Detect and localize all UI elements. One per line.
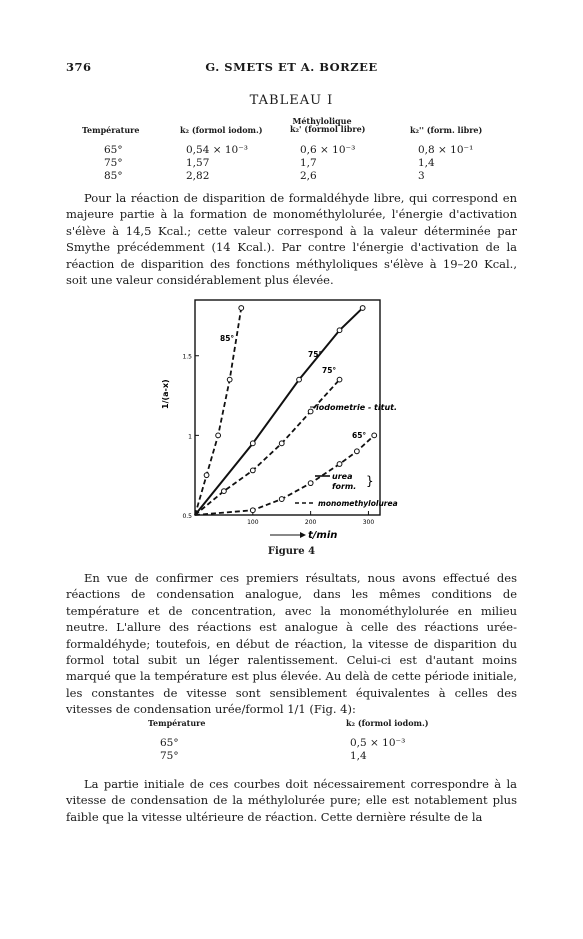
label-75-dashed: 75° xyxy=(322,366,337,375)
x-axis-ticks xyxy=(247,511,374,526)
cell-k2: 0,54 × 10⁻³ xyxy=(186,144,248,156)
cell-k2: 1,4 xyxy=(350,750,367,762)
y-tick-label: 0.5 xyxy=(182,513,192,520)
data-point xyxy=(204,473,209,478)
table-column-k2second xyxy=(418,144,518,183)
paragraph-activation-energy xyxy=(66,190,517,288)
y-axis-ticks xyxy=(182,354,199,520)
cell-temp: 75° xyxy=(104,157,123,169)
x-axis-arrowhead xyxy=(300,532,306,538)
data-point xyxy=(227,377,232,382)
data-point xyxy=(250,468,255,473)
paragraph-text: La partie initiale de ces courbes doit nécessairement correspondre à la vitesse de condensation de la méthylolurée pure; elle est notablement plus faible que la vitesse ultérieure de réaction. Cette dernière résulte de la xyxy=(66,777,517,824)
data-point xyxy=(308,409,313,414)
col-header-temperature: Température xyxy=(148,718,206,728)
label-85: 85° xyxy=(220,334,235,343)
y-tick-label: 1 xyxy=(188,433,192,441)
data-point xyxy=(250,441,255,446)
paragraph-text: En vue de confirmer ces premiers résultats, nous avons effectué des réactions de condensation analogue, dans les mêmes conditions de température et de concentration, avec la monométhylolurée en milieu neutre. L'allure des réactions est analogue à celle des réactions urée-formaldéhyde; toutefois, en début de réaction, la vitesse de disparition du formol total subit un léger ralentissement. Celui-ci est d'autant moins marqué que la température est plus élevée. Au delà de cette période initiale, les constantes de vitesse sont sensiblement équivalentes à celles des vitesses de condensation urée/formol 1/1 (Fig. 4): xyxy=(66,571,517,717)
data-point xyxy=(337,328,342,333)
col-header-k2second: k₂'' (form. libre) xyxy=(410,125,483,135)
cell-k2second: 0,8 × 10⁻¹ xyxy=(418,144,474,156)
paragraph-confirmation xyxy=(66,570,517,718)
x-axis-label: t/min xyxy=(308,530,338,541)
data-point xyxy=(297,377,302,382)
col-header-temperature: Température xyxy=(82,125,140,135)
legend-form: form. xyxy=(332,482,357,491)
cell-k2second: 3 xyxy=(418,170,425,182)
data-point xyxy=(372,433,377,438)
x-tick-label: 200 xyxy=(304,519,317,526)
data-point xyxy=(337,462,342,467)
data-point xyxy=(216,433,221,438)
x-tick-label: 100 xyxy=(247,519,259,526)
cell-temp: 75° xyxy=(160,750,179,762)
data-point xyxy=(250,508,255,513)
cell-k2prime: 0,6 × 10⁻³ xyxy=(300,144,356,156)
x-tick-label: 300 xyxy=(362,519,375,526)
table-column-k2prime xyxy=(300,144,400,183)
col-header-k2: k₂ (formol iodom.) xyxy=(180,125,263,135)
cell-temp: 65° xyxy=(104,144,123,156)
label-65: 65° xyxy=(352,431,367,440)
data-point xyxy=(279,497,284,502)
data-point xyxy=(279,441,284,446)
cell-k2prime: 2,6 xyxy=(300,170,317,182)
running-title: G. SMETS ET A. BORZEE xyxy=(205,60,378,74)
table-title: TABLEAU I xyxy=(249,93,334,108)
cell-k2: 0,5 × 10⁻³ xyxy=(350,737,406,749)
data-point xyxy=(354,449,359,454)
paragraph-initial-part xyxy=(66,776,517,825)
figure-4-chart xyxy=(161,295,410,545)
cell-temp: 85° xyxy=(104,170,123,182)
table-column-k2 xyxy=(186,144,286,183)
data-point xyxy=(337,377,342,382)
legend-urea: urea xyxy=(332,472,353,481)
cell-k2: 2,82 xyxy=(186,170,210,182)
figure-caption: Figure 4 xyxy=(267,546,316,557)
legend-brace: } xyxy=(366,474,374,488)
col-header-methylolique: Méthylolique xyxy=(292,116,352,126)
cell-temp: 65° xyxy=(160,737,179,749)
table-row xyxy=(104,144,144,183)
paragraph-text: Pour la réaction de disparition de formaldéhyde libre, qui correspond en majeure partie à la formation de monométhylolurée, l'énergie d'activation s'élève à 14,5 Kcal.; cette valeur correspond à la valeur déterminée par Smythe précédemment (14 Kcal.). Par contre l'énergie d'activation de la réaction de disparition des fonctions méthyloliques s'élève à 19–20 Kcal., soit une valeur considérablement plus élevée. xyxy=(66,191,517,288)
series-line xyxy=(195,380,340,515)
table-column-temp xyxy=(160,737,179,763)
y-axis-label: 1/(a-x) xyxy=(161,379,170,409)
cell-k2prime: 1,7 xyxy=(300,157,317,169)
col-header-k2prime: k₂' (formol libre) xyxy=(290,124,366,134)
page-number: 376 xyxy=(66,60,92,74)
table-column-k2 xyxy=(350,737,405,763)
data-point xyxy=(222,489,227,494)
cell-k2: 1,57 xyxy=(186,157,210,169)
annotation-iodometrie: iodometrie - titut. xyxy=(316,403,397,412)
col-header-k2: k₂ (formol iodom.) xyxy=(346,718,429,728)
cell-k2second: 1,4 xyxy=(418,157,435,169)
data-point xyxy=(239,306,244,311)
y-tick-label: 1.5 xyxy=(182,353,192,361)
data-point xyxy=(308,481,313,486)
data-point xyxy=(360,306,365,311)
label-75-solid: 75° xyxy=(308,350,323,359)
legend-mono: monomethylolurea xyxy=(318,499,398,508)
